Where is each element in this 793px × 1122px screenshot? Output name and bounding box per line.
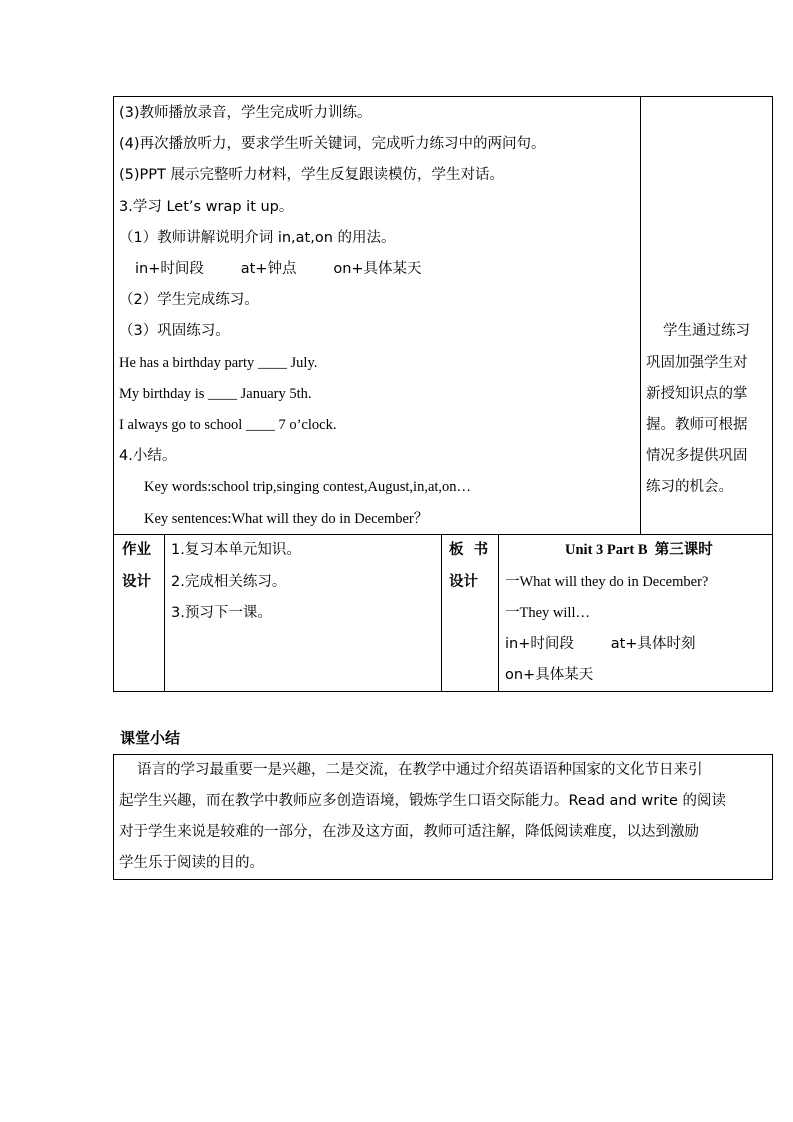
- homework-item: 3.预习下一课。: [171, 605, 272, 621]
- exercise-sentence: He has a birthday party ____ July.: [119, 355, 318, 371]
- summary-line: 对于学生来说是较难的一部分，在涉及这方面，教师可适注解，降低阅读难度，以达到激励: [119, 824, 699, 840]
- summary-heading: 课堂小结: [120, 729, 181, 747]
- process-line: （2）学生完成练习。: [119, 292, 259, 308]
- board-label: 设计: [449, 574, 478, 590]
- table-divider-homework-label: [164, 534, 165, 692]
- summary-line: 语言的学习最重要一是兴趣，二是交流，在教学中通过介绍英语语种国家的文化节日来引: [137, 762, 703, 778]
- table-divider-board-content: [498, 534, 499, 692]
- summary-line: 学生乐于阅读的目的。: [119, 855, 264, 871]
- board-line: 一What will they do in December?: [505, 574, 709, 590]
- exercise-sentence: I always go to school ____ 7 o’clock.: [119, 417, 337, 433]
- process-line: （3）巩固练习。: [119, 323, 230, 339]
- process-line: (3)教师播放录音，学生完成听力训练。: [119, 105, 372, 121]
- intent-line: 巩固加强学生对: [646, 355, 748, 371]
- table-row-divider: [113, 534, 773, 535]
- key-sentences: Key sentences:What will they do in December？: [144, 511, 429, 527]
- homework-label: 作业: [122, 542, 151, 558]
- intent-line: 新授知识点的掌: [646, 386, 748, 402]
- process-line: 4.小结。: [119, 448, 177, 464]
- intent-line: 学生通过练习: [663, 323, 750, 339]
- process-line: （1）教师讲解说明介词 in,at,on 的用法。: [119, 230, 396, 246]
- board-line: in+时间段 at+具体时刻: [505, 636, 696, 652]
- homework-item: 1.复习本单元知识。: [171, 542, 301, 558]
- table-divider-process-intent: [640, 96, 641, 535]
- process-line: in+时间段 at+钟点 on+具体某天: [135, 261, 422, 277]
- table-divider-board-label: [441, 534, 442, 692]
- process-line: (5)PPT 展示完整听力材料，学生反复跟读模仿，学生对话。: [119, 167, 504, 183]
- key-words: Key words:school trip,singing contest,August,in,at,on…: [144, 479, 472, 495]
- exercise-sentence: My birthday is ____ January 5th.: [119, 386, 312, 402]
- homework-label: 设计: [122, 574, 151, 590]
- intent-line: 握。教师可根据: [646, 417, 748, 433]
- intent-line: 情况多提供巩固: [646, 448, 748, 464]
- board-line: on+具体某天: [505, 667, 594, 683]
- intent-line: 练习的机会。: [646, 479, 733, 495]
- process-line: 3.学习 Let’s wrap it up。: [119, 199, 294, 215]
- summary-line: 起学生兴趣，而在教学中教师应多创造语境，锻炼学生口语交际能力。Read and write 的阅读: [119, 793, 726, 809]
- board-line: 一They will…: [505, 605, 590, 621]
- process-line: (4)再次播放听力，要求学生听关键词，完成听力练习中的两问句。: [119, 136, 546, 152]
- board-title: Unit 3 Part B 第三课时: [565, 542, 713, 558]
- homework-item: 2.完成相关练习。: [171, 574, 287, 590]
- board-label: 板 书: [449, 542, 489, 558]
